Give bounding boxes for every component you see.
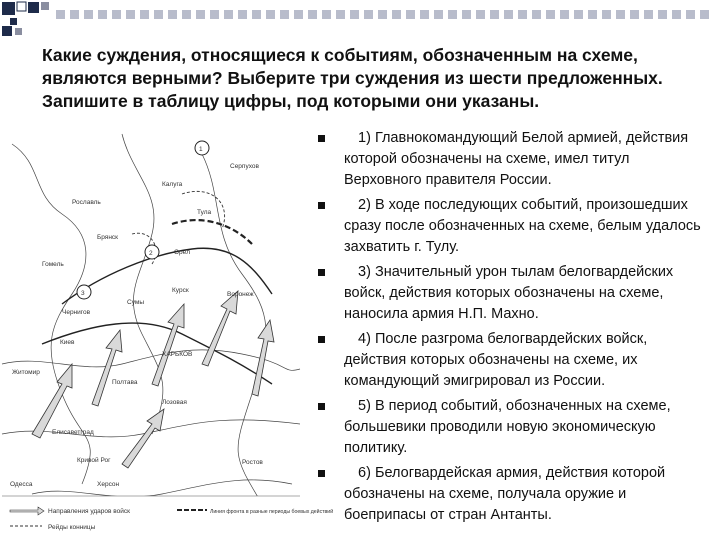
map-city: Воронеж [227, 291, 254, 298]
option-text: Значительный урон тылам белогвардейских войск, действия которых обозначены на схеме, наносила армия Н.П. Махно. [344, 264, 674, 322]
option-number: 1) [358, 130, 371, 146]
option-text: После разгрома белогвардейских войск, действия которых обозначены на схеме, их командующий эмигрировал из России. [344, 331, 648, 389]
legend-label: Линия фронта в разные периоды боевых действий [210, 509, 334, 515]
bullet-icon [318, 403, 325, 410]
map-city: Киев [60, 339, 75, 346]
option-text: В ходе последующих событий, произошедших сразу после обозначенных на схеме, белым удалось захватить г. Тулу. [344, 197, 701, 255]
map-city: Чернигов [62, 309, 91, 316]
option-number: 5) [358, 398, 371, 414]
option-number: 4) [358, 331, 371, 347]
option-item [318, 128, 708, 191]
map-city: Брянск [97, 234, 119, 241]
map-city: Херсон [97, 481, 120, 488]
map-city: Елисаветград [52, 429, 94, 436]
bullet-icon [318, 336, 325, 343]
option-text: Главнокомандующий Белой армией, действия которой обозначены на схеме, имел титул Верховного правителя России. [344, 130, 689, 188]
map-city: Сумы [127, 299, 145, 306]
option-item [318, 262, 708, 325]
map-marker: 3 [81, 290, 85, 297]
bullet-icon [318, 202, 325, 209]
map-city: Рославль [72, 199, 101, 206]
option-item [318, 396, 708, 459]
option-number: 2) [358, 197, 371, 213]
option-number: 3) [358, 264, 371, 280]
slide-decoration [0, 0, 720, 40]
map-city: Гомель [42, 261, 64, 268]
map-city: Одесса [10, 481, 33, 488]
map-city: ХАРЬКОВ [162, 351, 193, 358]
map-city: Калуга [162, 181, 183, 188]
map-city: Ростов [242, 459, 263, 466]
map-marker: 1 [199, 146, 203, 153]
option-text: В период событий, обозначенных на схеме, большевики проводили новую экономическую политику. [344, 398, 671, 456]
historical-map [2, 134, 334, 538]
map-city: Житомир [12, 369, 40, 376]
option-item [318, 463, 708, 526]
map-city: Тула [197, 209, 212, 216]
option-text: Белогвардейская армия, действия которой обозначены на схеме, получала оружие и боеприпасы от стран Антанты. [344, 465, 666, 523]
map-city: Лозовая [162, 399, 187, 406]
map-city: Серпухов [230, 163, 259, 170]
option-item [318, 329, 708, 392]
legend-label: Рейды конницы [48, 524, 96, 531]
map-marker: 2 [149, 250, 153, 257]
map-city: Курск [172, 287, 189, 294]
bullet-icon [318, 269, 325, 276]
option-number: 6) [358, 465, 371, 481]
map-city: Полтава [112, 379, 138, 386]
answer-options [318, 128, 708, 526]
bullet-icon [318, 135, 325, 142]
option-item [318, 195, 708, 258]
question-text: Какие суждения, относящиеся к событиям, обозначенным на схеме, являются верными? Выберите три суждения из шести предложенных. Запишите в таблицу цифры, под которыми они указаны. [42, 45, 663, 111]
bullet-icon [318, 470, 325, 477]
map-city: Орёл [174, 249, 191, 256]
map-city: Кривой Рог [77, 457, 111, 464]
legend-label: Направления ударов войск [48, 508, 130, 515]
